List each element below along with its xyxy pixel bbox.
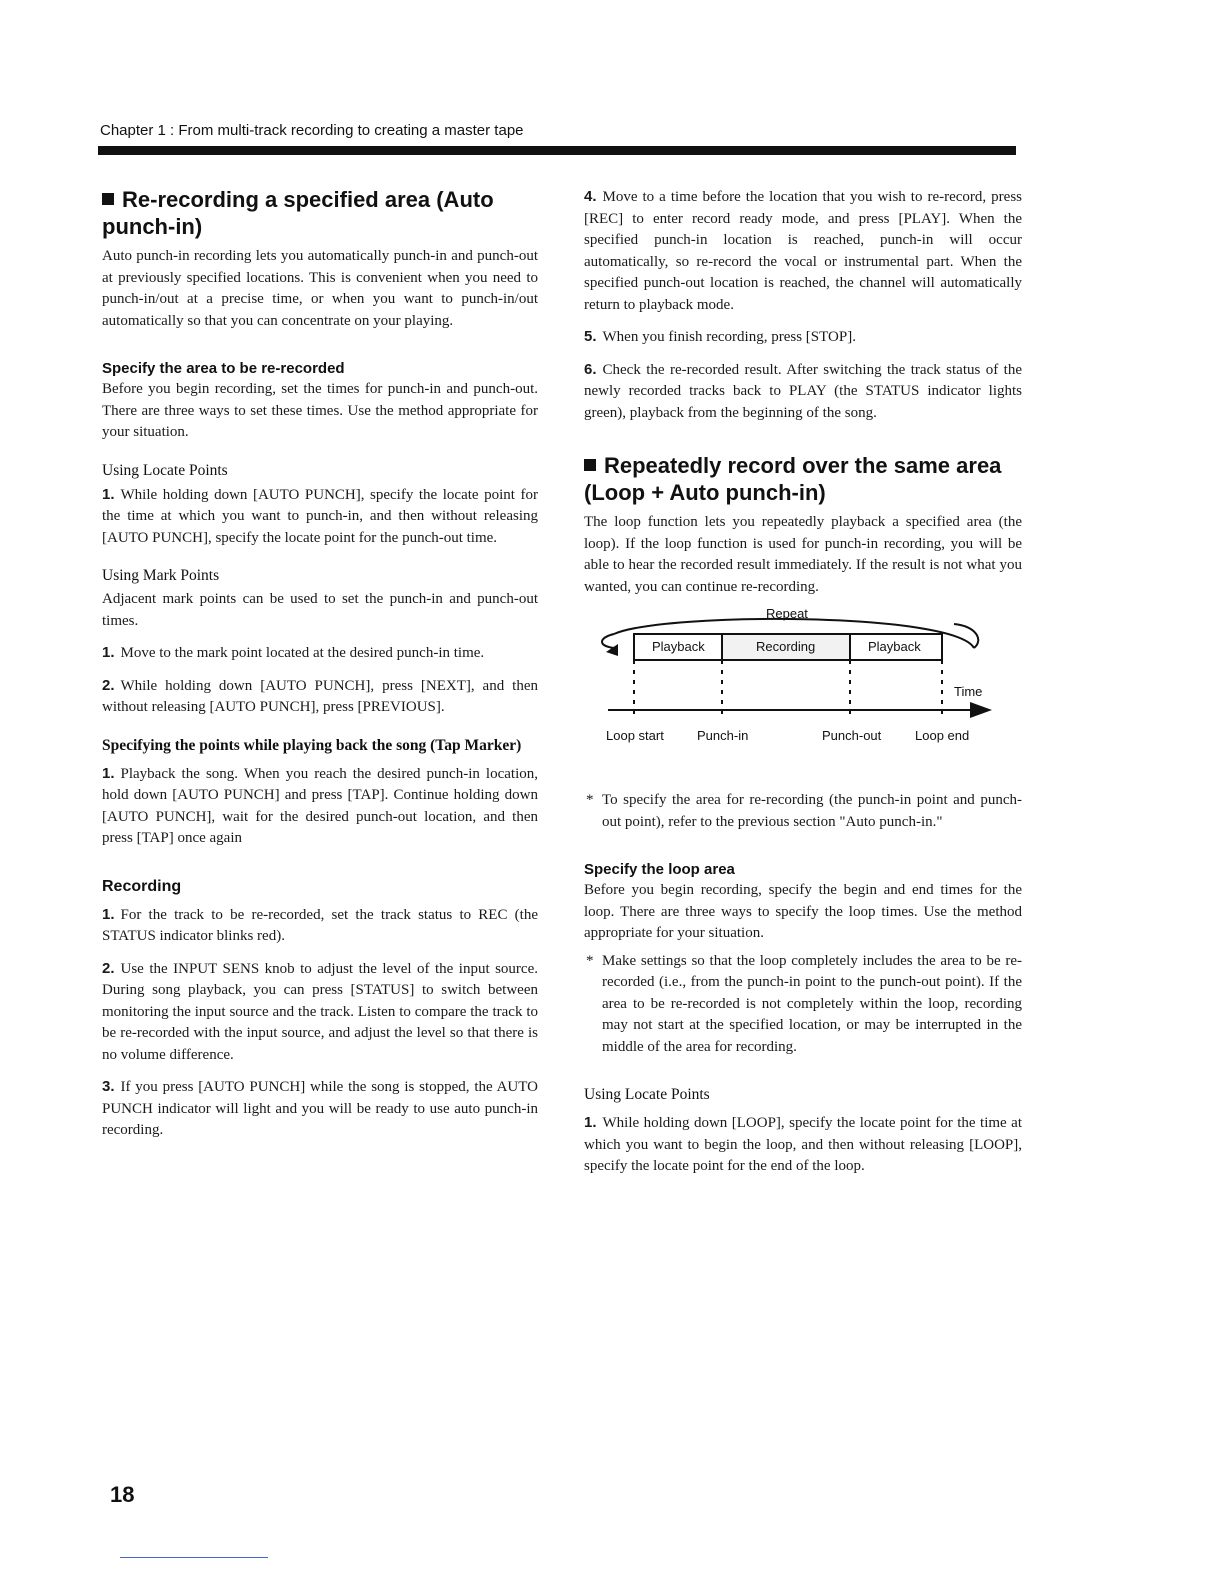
step-item: 1. Playback the song. When you reach the desired punch-in location, hold down [AUTO PUNCH] and press [TAP]. Continue holding down [AUTO PUNCH], wait for the desired punch-out location, and then press [TAP] once again	[102, 764, 538, 846]
step-item: 2. Use the INPUT SENS knob to adjust the level of the input source. During song playback, you can press [STATUS] to switch between monitoring the input source and the track. Listen to compare the track to be re-recorded with the input source, and adjust the level so that there is no volume difference.	[102, 959, 538, 1063]
step-item: 1. While holding down [AUTO PUNCH], specify the locate point for the time at which you want to punch-in, and then without releasing [AUTO PUNCH], specify the locate point for the punch-out time.	[102, 485, 538, 546]
section-square-icon	[584, 459, 596, 471]
diagram-label-time: Time	[954, 684, 983, 699]
diagram-label-repeat: Repeat	[766, 606, 808, 621]
step-item: 4. Move to a time before the location that you wish to re-record, press [REC] to enter record ready mode, and press [PLAY]. When the specified punch-in location is reached, punch-in will occur automatically, so re-record the vocal or instrumental part. When the specified punch-out location is reached, the channel will automatically return to playback mode.	[584, 188, 1022, 313]
locate-points-heading: Using Locate Points	[102, 461, 228, 479]
header-rule	[98, 146, 1016, 155]
loop-intro: The loop function lets you repeatedly playback a specified area (the loop). If the loop function is used for punch-in recording, you will be able to hear the recorded result immediately. If the result is not what you wanted, you can continue re-recording.	[584, 514, 1022, 595]
right-column	[584, 186, 1022, 1178]
section-title-loop-punch: Repeatedly record over the same area (Loop + Auto punch-in)	[584, 453, 1002, 505]
chapter-header: Chapter 1 : From multi-track recording to creating a master tape	[100, 122, 524, 139]
auto-punch-intro: Auto punch-in recording lets you automatically punch-in and punch-out at previously specified locations. This is convenient when you need to punch-in/out at a precise time, or when you want to punch-in/out automatically so that you can concentrate on your playing.	[102, 248, 538, 329]
step-item: 1. Move to the mark point located at the desired punch-in time.	[102, 644, 485, 661]
loop-diagram	[584, 604, 1022, 774]
step-item: 1. While holding down [LOOP], specify the locate point for the time at which you want to begin the loop, and then without releasing [LOOP], specify the locate point for the end of the loop.	[584, 1114, 1022, 1174]
diagram-label-loop-start: Loop start	[606, 728, 664, 743]
diagram-label-loop-end: Loop end	[915, 728, 970, 743]
mark-points-text: Adjacent mark points can be used to set the punch-in and punch-out times.	[102, 591, 538, 629]
locate-points-heading: Using Locate Points	[584, 1086, 710, 1103]
diagram-label-punch-in: Punch-in	[697, 728, 749, 743]
section-title-auto-punch: Re-recording a specified area (Auto punch-in)	[102, 187, 494, 239]
left-column	[102, 186, 538, 1142]
step-item: 6. Check the re-recorded result. After switching the track status of the newly recorded tracks back to PLAY (the STATUS indicator lights green), playback from the beginning of the song.	[584, 360, 1022, 421]
step-item: 1. For the track to be re-recorded, set the track status to REC (the STATUS indicator blinks red).	[102, 905, 538, 944]
diagram-label-playback: Playback	[868, 639, 921, 654]
note-item: * Make settings so that the loop completely includes the area to be re-recorded (i.e., from the punch-in point to the punch-out point). If the area to be re-recorded is not completely within the loop, recording may not start at the specified location, or may be interrupted in the middle of the area for recording.	[586, 952, 1022, 1055]
footer-rule	[120, 1557, 268, 1558]
page-number: 18	[110, 1482, 135, 1507]
step-item: 5. When you finish recording, press [STOP].	[584, 328, 856, 345]
note-item: * To specify the area for re-recording (the punch-in point and punch-out point), refer to the previous section "Auto punch-in."	[586, 792, 1022, 830]
loop-area-heading: Specify the loop area	[584, 861, 735, 878]
diagram-label-recording: Recording	[756, 639, 816, 654]
step-item: 2. While holding down [AUTO PUNCH], press [NEXT], and then without releasing [AUTO PUNCH], press [PREVIOUS].	[102, 676, 538, 715]
diagram-label-playback: Playback	[652, 639, 705, 654]
step-item: 3. If you press [AUTO PUNCH] while the song is stopped, the AUTO PUNCH indicator will light and you will be ready to use auto punch-in recording.	[102, 1078, 538, 1138]
loop-area-text: Before you begin recording, specify the begin and end times for the loop. There are three ways to specify the loop times. Use the method appropriate for your situation.	[584, 882, 1022, 941]
tap-marker-heading: Specifying the points while playing back the song (Tap Marker)	[102, 736, 522, 754]
section-square-icon	[102, 193, 114, 205]
mark-points-heading: Using Mark Points	[102, 567, 220, 584]
specify-area-heading: Specify the area to be re-recorded	[102, 360, 345, 377]
recording-heading: Recording	[102, 877, 182, 895]
diagram-label-punch-out: Punch-out	[822, 728, 882, 743]
specify-area-text: Before you begin recording, set the times for punch-in and punch-out. There are three ways to set these times. Use the method appropriate for your situation.	[102, 381, 538, 440]
